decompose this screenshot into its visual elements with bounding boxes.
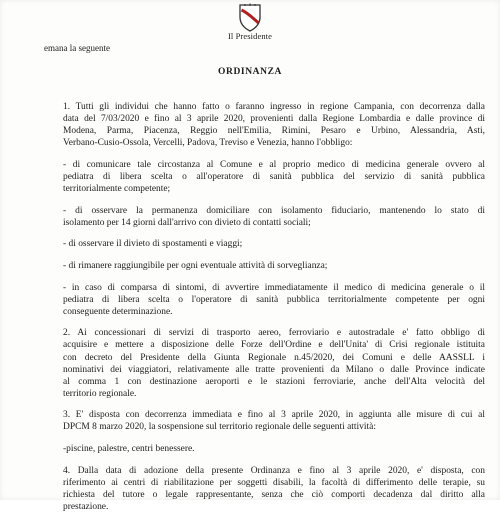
- text-line: isolamento per 14 giorni dall'arrivo con divieto di contatti sociali;: [63, 217, 311, 228]
- document-title: ORDINANZA: [218, 67, 282, 77]
- paragraph: [63, 327, 485, 400]
- paragraph: [63, 282, 485, 318]
- text-line: acquisire e mettere a disposizione delle Forze dell'Ordine e dell'Unita' di Crisi regionale istituita: [63, 340, 485, 351]
- text-line: pediatra di libera scelta o all'operatore di sanità pubblica del servizio di sanità pubblica: [63, 171, 485, 182]
- text-line: - di comunicare tale circostanza al Comune e al proprio medico di medicina generale ovvero al: [63, 159, 485, 170]
- paragraph: [63, 205, 485, 229]
- text-line: nominativi dei viaggiatori, relativamente alle tratte provenienti da Milano o dalle Province indicate: [63, 364, 485, 375]
- text-line: Modena, Parma, Piacenza, Reggio nell'Emilia, Rimini, Pesaro e Urbino, Alessandria, Asti,: [63, 126, 485, 137]
- text-line: Verbano-Cusio-Ossola, Vercelli, Padova, Treviso e Venezia, hanno l'obbligo:: [63, 138, 353, 149]
- text-line: richiesta del tutore o legale rappresentante, senza che ciò comporti decadenza dal diritto alla: [63, 489, 485, 500]
- text-line: conseguente determinazione.: [63, 306, 173, 317]
- president-label: Il Presidente: [227, 31, 273, 41]
- text-line: territorio regionale.: [63, 388, 137, 399]
- text-line: al comma 1 con destinazione aeroporti e le stazioni ferroviarie, anche dell'Alta velocità del: [63, 376, 485, 387]
- text-line: prestazione.: [63, 501, 109, 512]
- document-body: [63, 101, 485, 523]
- text-line: DPCM 8 marzo 2020, la sospensione sul territorio regionale delle seguenti attività:: [63, 422, 376, 433]
- campania-crest-icon: [236, 2, 264, 32]
- paragraph: [63, 465, 485, 513]
- text-line: con decreto del Presidente della Giunta Regionale n.45/2020, dei Comuni e delle AASSLL i: [63, 352, 485, 363]
- text-line: territorialmente competente;: [63, 184, 171, 195]
- paragraph: [63, 159, 485, 195]
- paragraph: [63, 443, 485, 455]
- text-line: riferimento ai centri di riabilitazione per soggetti disabili, la facoltà di differimento delle terapie, su: [63, 477, 485, 488]
- text-line: 4. Dalla data di adozione della presente Ordinanza e fino al 3 aprile 2020, e' disposta, con: [63, 465, 485, 476]
- text-line: - di rimanere raggiungibile per ogni eventuale attività di sorveglianza;: [63, 260, 328, 271]
- text-line: 3. E' disposta con decorrenza immediata e fino al 3 aprile 2020, in aggiunta alle misure di cui al: [63, 410, 485, 421]
- paragraph: [63, 260, 485, 272]
- intro-line: emana la seguente: [44, 43, 110, 53]
- paragraph: [63, 238, 485, 250]
- text-line: - in caso di comparsa di sintomi, di avvertire immediatamente il medico di medicina generale o il: [63, 282, 485, 293]
- text-line: 2. Ai concessionari di servizi di trasporto aereo, ferroviario e autostradale e' fatto obbligo di: [63, 328, 485, 339]
- text-line: -piscine, palestre, centri benessere.: [63, 444, 195, 455]
- text-line: data del 7/03/2020 e fino al 3 aprile 2020, provenienti dalla Regione Lombardia e dalle province di: [63, 114, 485, 125]
- paragraph: [63, 409, 485, 433]
- text-line: 1. Tutti gli individui che hanno fatto o faranno ingresso in regione Campania, con decorrenza dalla: [63, 102, 485, 112]
- text-line: - di osservare il divieto di spostamenti e viaggi;: [63, 239, 243, 250]
- paragraph: [63, 101, 485, 149]
- text-line: - di osservare la permanenza domiciliare con isolamento fiduciario, mantenendo lo stato di: [63, 205, 485, 216]
- text-line: pediatra di libera scelta o l'operatore di sanità pubblica territorialmente competente per ogni: [63, 294, 485, 305]
